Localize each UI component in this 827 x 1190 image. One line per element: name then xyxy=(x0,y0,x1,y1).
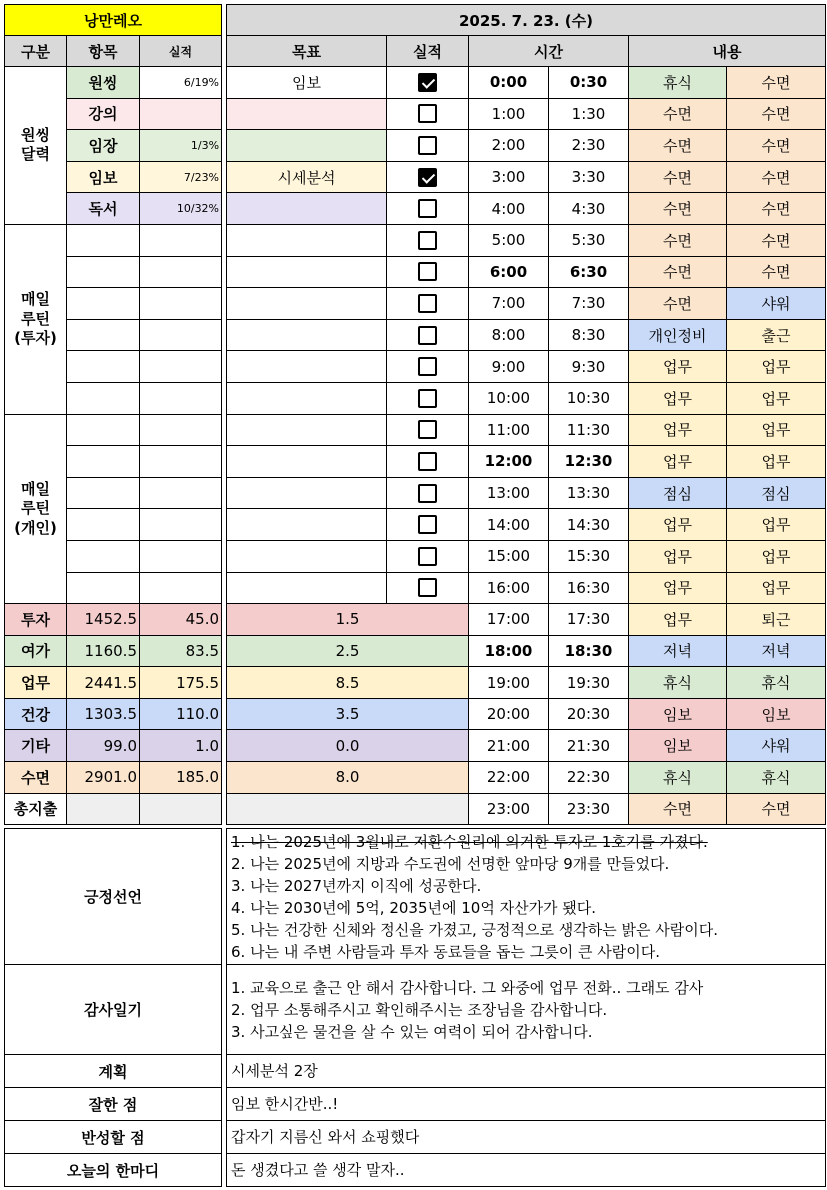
time-start: 20:00 xyxy=(469,698,549,730)
activity-cell[interactable]: 휴식 xyxy=(629,67,727,99)
plan-text[interactable]: 시세분석 2장 xyxy=(227,1055,826,1088)
done-cell xyxy=(387,540,469,572)
schedule-row xyxy=(227,288,826,320)
reflection-text[interactable]: 갑자기 지름신 와서 쇼핑했다 xyxy=(227,1121,826,1154)
journal-table xyxy=(4,828,826,1187)
goal-cell[interactable] xyxy=(227,193,387,225)
checkbox[interactable] xyxy=(418,326,437,345)
checkbox[interactable] xyxy=(418,104,437,123)
activity-cell[interactable]: 업무 xyxy=(629,414,727,446)
empty-cell[interactable] xyxy=(67,414,140,446)
time-end: 7:30 xyxy=(549,288,629,320)
activity-cell[interactable]: 휴식 xyxy=(727,667,826,699)
time-end: 13:30 xyxy=(549,477,629,509)
checkbox[interactable] xyxy=(418,452,437,471)
time-start: 7:00 xyxy=(469,288,549,320)
activity-cell[interactable]: 수면 xyxy=(727,161,826,193)
time-end: 14:30 xyxy=(549,509,629,541)
schedule-row xyxy=(227,382,826,414)
activity-cell[interactable]: 업무 xyxy=(727,414,826,446)
summary-total xyxy=(67,793,140,825)
schedule-row xyxy=(227,414,826,446)
schedule-row xyxy=(227,793,826,825)
empty-cell[interactable] xyxy=(67,224,140,256)
checkbox[interactable] xyxy=(418,389,437,408)
checkbox[interactable] xyxy=(418,420,437,439)
goal-cell[interactable] xyxy=(227,477,387,509)
time-start: 23:00 xyxy=(469,793,549,825)
summary-category: 건강 xyxy=(5,698,67,730)
good-point-text[interactable]: 임보 한시간반..! xyxy=(227,1088,826,1121)
time-start: 17:00 xyxy=(469,604,549,636)
header-item: 항목 xyxy=(67,36,140,67)
time-end: 20:30 xyxy=(549,698,629,730)
schedule-row xyxy=(227,572,826,604)
empty-cell[interactable] xyxy=(67,477,140,509)
goal-cell[interactable] xyxy=(227,414,387,446)
time-start: 8:00 xyxy=(469,319,549,351)
summary-month: 83.5 xyxy=(140,635,222,667)
affirmation-line: 3. 나는 2027년까지 이직에 성공한다. xyxy=(231,876,482,895)
summary-total: 1160.5 xyxy=(67,635,140,667)
activity-cell[interactable]: 수면 xyxy=(727,130,826,162)
time-start: 18:00 xyxy=(469,635,549,667)
activity-cell[interactable]: 업무 xyxy=(727,540,826,572)
summary-hours: 8.5 xyxy=(227,667,469,699)
left-summary-table xyxy=(4,4,222,825)
schedule-row xyxy=(227,193,826,225)
date-header: 2025. 7. 23. (수) xyxy=(227,5,826,36)
time-end: 19:30 xyxy=(549,667,629,699)
empty-cell[interactable] xyxy=(140,477,222,509)
good-point-label: 잘한 점 xyxy=(5,1088,222,1121)
summary-total: 2441.5 xyxy=(67,667,140,699)
summary-category: 기타 xyxy=(5,730,67,762)
goal-cell[interactable] xyxy=(227,319,387,351)
activity-cell[interactable]: 수면 xyxy=(727,793,826,825)
group-label: 매일 루틴 (투자) xyxy=(14,290,57,347)
summary-month: 1.0 xyxy=(140,730,222,762)
activity-cell[interactable]: 업무 xyxy=(629,446,727,478)
time-end: 8:30 xyxy=(549,319,629,351)
plan-label: 계획 xyxy=(5,1055,222,1088)
empty-cell[interactable] xyxy=(140,414,222,446)
activity-cell[interactable]: 수면 xyxy=(629,130,727,162)
checkbox[interactable] xyxy=(418,168,437,187)
checkbox[interactable] xyxy=(418,294,437,313)
time-end: 3:30 xyxy=(549,161,629,193)
time-end: 21:30 xyxy=(549,730,629,762)
empty-cell[interactable] xyxy=(140,256,222,288)
goal-cell[interactable] xyxy=(227,509,387,541)
empty-cell[interactable] xyxy=(67,382,140,414)
schedule-row xyxy=(227,161,826,193)
time-start: 5:00 xyxy=(469,224,549,256)
checkbox[interactable] xyxy=(418,357,437,376)
header-time: 시간 xyxy=(469,36,629,67)
time-end: 11:30 xyxy=(549,414,629,446)
schedule-row xyxy=(227,67,826,99)
activity-cell[interactable]: 업무 xyxy=(727,382,826,414)
gratitude-list[interactable] xyxy=(227,965,826,1055)
done-cell xyxy=(387,98,469,130)
done-cell xyxy=(387,130,469,162)
affirmation-line: 5. 나는 건강한 신체와 정신을 가졌고, 긍정적으로 생각하는 밝은 사람이다. xyxy=(231,920,718,939)
time-start: 3:00 xyxy=(469,161,549,193)
activity-cell[interactable]: 업무 xyxy=(727,509,826,541)
header-done: 실적 xyxy=(387,36,469,67)
gratitude-line: 2. 업무 소통해주시고 확인해주시는 조장님을 감사합니다. xyxy=(231,1000,608,1019)
summary-month: 175.5 xyxy=(140,667,222,699)
schedule-row xyxy=(227,446,826,478)
item-stat: 7/23% xyxy=(140,161,222,193)
checkbox[interactable] xyxy=(418,578,437,597)
summary-hours: 8.0 xyxy=(227,762,469,794)
summary-month: 110.0 xyxy=(140,698,222,730)
item-label: 강의 xyxy=(67,98,140,130)
summary-category: 총지출 xyxy=(5,793,67,825)
item-stat: 1/3% xyxy=(140,130,222,162)
goal-cell[interactable] xyxy=(227,446,387,478)
time-start: 13:00 xyxy=(469,477,549,509)
schedule-row xyxy=(227,604,826,636)
item-label: 원씽 xyxy=(67,67,140,99)
done-cell xyxy=(387,319,469,351)
schedule-row xyxy=(227,224,826,256)
summary-category: 투자 xyxy=(5,604,67,636)
summary-total: 1452.5 xyxy=(67,604,140,636)
goal-cell[interactable] xyxy=(227,288,387,320)
header-content: 내용 xyxy=(629,36,826,67)
empty-cell[interactable] xyxy=(140,319,222,351)
gratitude-line: 1. 교육으로 출근 안 해서 감사합니다. 그 와중에 업무 전화.. 그래도 감사 xyxy=(231,978,704,997)
time-start: 11:00 xyxy=(469,414,549,446)
empty-cell[interactable] xyxy=(140,572,222,604)
activity-cell[interactable]: 저녁 xyxy=(629,635,727,667)
summary-hours: 3.5 xyxy=(227,698,469,730)
time-start: 19:00 xyxy=(469,667,549,699)
time-start: 9:00 xyxy=(469,351,549,383)
group-label: 원씽 달력 xyxy=(21,125,50,164)
goal-cell[interactable] xyxy=(227,351,387,383)
gratitude-label: 감사일기 xyxy=(5,965,222,1055)
item-stat: 6/19% xyxy=(140,67,222,99)
done-cell xyxy=(387,414,469,446)
activity-cell[interactable]: 휴식 xyxy=(629,762,727,794)
empty-cell[interactable] xyxy=(67,351,140,383)
activity-cell[interactable]: 임보 xyxy=(629,698,727,730)
activity-cell[interactable]: 업무 xyxy=(727,572,826,604)
schedule-row xyxy=(227,540,826,572)
summary-hours: 0.0 xyxy=(227,730,469,762)
activity-cell[interactable]: 업무 xyxy=(629,351,727,383)
gratitude-line: 3. 사고싶은 물건을 살 수 있는 여력이 되어 감사합니다. xyxy=(231,1022,593,1041)
checkbox[interactable] xyxy=(418,73,437,92)
word-of-day-text[interactable]: 돈 생겼다고 쓸 생각 말자.. xyxy=(227,1154,826,1187)
time-end: 0:30 xyxy=(549,67,629,99)
summary-total: 99.0 xyxy=(67,730,140,762)
time-end: 23:30 xyxy=(549,793,629,825)
time-start: 4:00 xyxy=(469,193,549,225)
summary-hours: 1.5 xyxy=(227,604,469,636)
checkbox[interactable] xyxy=(418,136,437,155)
done-cell xyxy=(387,288,469,320)
activity-cell[interactable]: 점심 xyxy=(727,477,826,509)
summary-month: 185.0 xyxy=(140,762,222,794)
done-cell xyxy=(387,382,469,414)
header-goal: 목표 xyxy=(227,36,387,67)
time-start: 1:00 xyxy=(469,98,549,130)
schedule-row xyxy=(227,730,826,762)
goal-cell[interactable] xyxy=(227,572,387,604)
empty-cell[interactable] xyxy=(140,382,222,414)
activity-cell[interactable]: 수면 xyxy=(629,161,727,193)
activity-cell[interactable]: 수면 xyxy=(727,98,826,130)
empty-cell[interactable] xyxy=(140,351,222,383)
time-start: 6:00 xyxy=(469,256,549,288)
item-label: 임장 xyxy=(67,130,140,162)
item-label: 독서 xyxy=(67,193,140,225)
checkbox[interactable] xyxy=(418,199,437,218)
header-category: 구분 xyxy=(5,36,67,67)
word-of-day-label: 오늘의 한마디 xyxy=(5,1154,222,1187)
time-end: 17:30 xyxy=(549,604,629,636)
time-end: 12:30 xyxy=(549,446,629,478)
group-label: 매일 루틴 (개인) xyxy=(14,479,57,537)
activity-cell[interactable]: 수면 xyxy=(727,256,826,288)
time-start: 14:00 xyxy=(469,509,549,541)
empty-cell[interactable] xyxy=(67,509,140,541)
activity-cell[interactable]: 업무 xyxy=(629,382,727,414)
activity-cell[interactable]: 업무 xyxy=(629,604,727,636)
activity-cell[interactable]: 수면 xyxy=(629,193,727,225)
affirmation-line: 2. 나는 2025년에 지방과 수도권에 선명한 앞마당 9개를 만들었다. xyxy=(231,854,670,873)
schedule-row xyxy=(227,130,826,162)
daily-schedule-table xyxy=(226,4,826,825)
goal-cell[interactable]: 시세분석 xyxy=(227,161,387,193)
empty-cell[interactable] xyxy=(67,256,140,288)
time-start: 2:00 xyxy=(469,130,549,162)
time-end: 4:30 xyxy=(549,193,629,225)
time-end: 1:30 xyxy=(549,98,629,130)
done-cell xyxy=(387,446,469,478)
activity-cell[interactable]: 휴식 xyxy=(727,762,826,794)
done-cell xyxy=(387,224,469,256)
summary-hours: 2.5 xyxy=(227,635,469,667)
summary-total: 2901.0 xyxy=(67,762,140,794)
activity-cell[interactable]: 점심 xyxy=(629,477,727,509)
group-daily-routine-personal xyxy=(5,414,67,604)
time-end: 6:30 xyxy=(549,256,629,288)
summary-hours xyxy=(227,793,469,825)
activity-cell[interactable]: 수면 xyxy=(629,98,727,130)
activity-cell[interactable]: 퇴근 xyxy=(727,604,826,636)
empty-cell[interactable] xyxy=(67,540,140,572)
checkbox[interactable] xyxy=(418,515,437,534)
affirmation-label: 긍정선언 xyxy=(5,829,222,965)
activity-cell[interactable]: 개인정비 xyxy=(629,319,727,351)
group-onething-calendar xyxy=(5,67,67,225)
time-start: 16:00 xyxy=(469,572,549,604)
time-end: 16:30 xyxy=(549,572,629,604)
done-cell xyxy=(387,477,469,509)
activity-cell[interactable]: 출근 xyxy=(727,319,826,351)
done-cell xyxy=(387,161,469,193)
schedule-row xyxy=(227,477,826,509)
time-start: 22:00 xyxy=(469,762,549,794)
time-end: 22:30 xyxy=(549,762,629,794)
activity-cell[interactable]: 수면 xyxy=(629,288,727,320)
empty-cell[interactable] xyxy=(140,540,222,572)
done-cell xyxy=(387,67,469,99)
done-cell xyxy=(387,509,469,541)
schedule-row xyxy=(227,98,826,130)
activity-cell[interactable]: 수면 xyxy=(727,193,826,225)
activity-cell[interactable]: 샤워 xyxy=(727,730,826,762)
time-end: 18:30 xyxy=(549,635,629,667)
activity-cell[interactable]: 수면 xyxy=(727,67,826,99)
sheet-title: 낭만레오 xyxy=(5,5,222,36)
schedule-row xyxy=(227,667,826,699)
goal-cell[interactable] xyxy=(227,540,387,572)
done-cell xyxy=(387,193,469,225)
activity-cell[interactable]: 업무 xyxy=(727,351,826,383)
activity-cell[interactable]: 저녁 xyxy=(727,635,826,667)
summary-category: 여가 xyxy=(5,635,67,667)
goal-cell[interactable] xyxy=(227,98,387,130)
affirmation-line: 1. 나는 2025년에 3월내로 저환수원리에 의거한 투자로 1호기를 가졌다. xyxy=(231,832,708,851)
schedule-row xyxy=(227,351,826,383)
activity-cell[interactable]: 수면 xyxy=(629,224,727,256)
activity-cell[interactable]: 업무 xyxy=(727,446,826,478)
reflection-label: 반성할 점 xyxy=(5,1121,222,1154)
time-end: 10:30 xyxy=(549,382,629,414)
goal-cell[interactable] xyxy=(227,130,387,162)
empty-cell[interactable] xyxy=(67,446,140,478)
goal-cell[interactable] xyxy=(227,256,387,288)
goal-cell[interactable] xyxy=(227,382,387,414)
done-cell xyxy=(387,572,469,604)
empty-cell[interactable] xyxy=(67,319,140,351)
empty-cell[interactable] xyxy=(140,446,222,478)
affirmation-line: 4. 나는 2030년에 5억, 2035년에 10억 자산가가 됐다. xyxy=(231,898,597,917)
item-stat: 10/32% xyxy=(140,193,222,225)
affirmation-list[interactable] xyxy=(227,829,826,965)
item-stat xyxy=(140,98,222,130)
summary-total: 1303.5 xyxy=(67,698,140,730)
header-result: 실적 xyxy=(140,36,222,67)
schedule-row xyxy=(227,319,826,351)
summary-category: 수면 xyxy=(5,762,67,794)
time-start: 12:00 xyxy=(469,446,549,478)
activity-cell[interactable]: 임보 xyxy=(727,698,826,730)
schedule-row xyxy=(227,698,826,730)
checkbox[interactable] xyxy=(418,484,437,503)
activity-cell[interactable]: 수면 xyxy=(629,256,727,288)
empty-cell[interactable] xyxy=(67,288,140,320)
group-daily-routine-invest xyxy=(5,224,67,414)
activity-cell[interactable]: 샤워 xyxy=(727,288,826,320)
empty-cell[interactable] xyxy=(140,509,222,541)
activity-cell[interactable]: 수면 xyxy=(629,793,727,825)
schedule-row xyxy=(227,509,826,541)
time-start: 10:00 xyxy=(469,382,549,414)
activity-cell[interactable]: 업무 xyxy=(629,572,727,604)
summary-category: 업무 xyxy=(5,667,67,699)
time-end: 9:30 xyxy=(549,351,629,383)
empty-cell[interactable] xyxy=(140,224,222,256)
checkbox[interactable] xyxy=(418,262,437,281)
time-end: 15:30 xyxy=(549,540,629,572)
activity-cell[interactable]: 휴식 xyxy=(629,667,727,699)
affirmation-line: 6. 나는 내 주변 사람들과 투자 동료들을 돕는 그릇이 큰 사람이다. xyxy=(231,942,661,961)
activity-cell[interactable]: 업무 xyxy=(629,509,727,541)
time-end: 5:30 xyxy=(549,224,629,256)
empty-cell[interactable] xyxy=(67,572,140,604)
item-label: 임보 xyxy=(67,161,140,193)
activity-cell[interactable]: 수면 xyxy=(727,224,826,256)
done-cell xyxy=(387,256,469,288)
time-end: 2:30 xyxy=(549,130,629,162)
activity-cell[interactable]: 임보 xyxy=(629,730,727,762)
checkbox[interactable] xyxy=(418,547,437,566)
time-start: 0:00 xyxy=(469,67,549,99)
goal-cell[interactable] xyxy=(227,224,387,256)
activity-cell[interactable]: 업무 xyxy=(629,540,727,572)
schedule-row xyxy=(227,256,826,288)
time-start: 15:00 xyxy=(469,540,549,572)
goal-cell[interactable]: 임보 xyxy=(227,67,387,99)
empty-cell[interactable] xyxy=(140,288,222,320)
done-cell xyxy=(387,351,469,383)
schedule-row xyxy=(227,762,826,794)
checkbox[interactable] xyxy=(418,231,437,250)
time-start: 21:00 xyxy=(469,730,549,762)
schedule-row xyxy=(227,635,826,667)
summary-month: 45.0 xyxy=(140,604,222,636)
summary-month xyxy=(140,793,222,825)
